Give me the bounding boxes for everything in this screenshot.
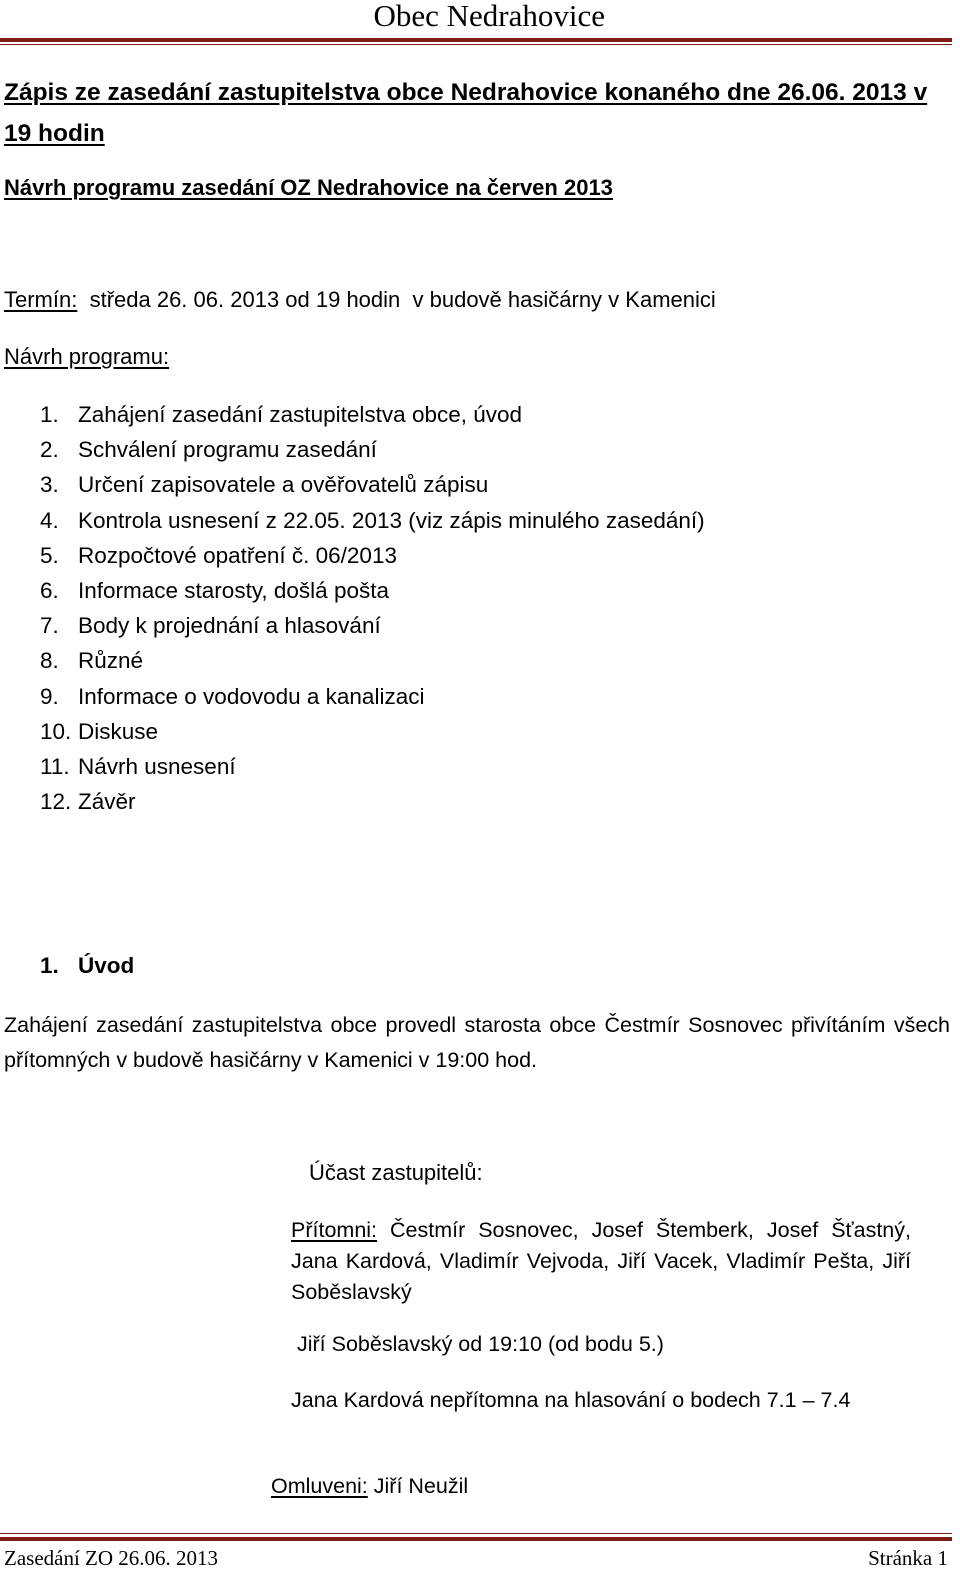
section-number: 1.	[40, 953, 59, 978]
agenda-item-number: 6.	[40, 578, 59, 604]
excused-line	[271, 1474, 468, 1499]
agenda-item-text: Určení zapisovatele a ověřovatelů zápisu	[78, 472, 489, 498]
agenda-item-number: 8.	[40, 648, 59, 674]
agenda-item	[40, 432, 705, 467]
agenda-item-number: 12.	[40, 789, 72, 815]
late-note: Jiří Soběslavský od 19:10 (od bodu 5.)	[297, 1332, 664, 1356]
agenda-item	[40, 714, 705, 749]
term-value: středa 26. 06. 2013 od 19 hodin v budově hasičárny v Kamenici	[77, 287, 716, 312]
absent-vote-note: Jana Kardová nepřítomna na hlasování o bodech 7.1 – 7.4	[291, 1388, 851, 1412]
agenda-item-text: Zahájení zasedání zastupitelstva obce, úvod	[78, 402, 523, 427]
agenda-item	[40, 784, 705, 819]
agenda-item-number: 3.	[40, 472, 59, 498]
agenda-item	[40, 749, 705, 784]
agenda-item-text: Rozpočtové opatření č. 06/2013	[78, 542, 397, 568]
agenda-item-text: Diskuse	[78, 718, 159, 744]
agenda-item-text: Závěr	[78, 789, 136, 815]
footer-rule-thick	[0, 1537, 952, 1541]
header-rule-thick	[0, 38, 952, 42]
term-line	[4, 287, 716, 313]
excused-names: Jiří Neužil	[367, 1474, 469, 1498]
agenda-item	[40, 643, 705, 678]
document-subtitle: Návrh programu zasedání OZ Nedrahovice na červen 2013	[4, 175, 613, 200]
agenda-item-text: Informace starosty, došlá pošta	[78, 578, 389, 604]
agenda-item-number: 4.	[40, 507, 59, 533]
agenda-item-number: 2.	[40, 437, 59, 463]
present-paragraph	[291, 1215, 911, 1308]
agenda-item	[40, 503, 705, 538]
footer-left-text: Zasedání ZO 26.06. 2013	[4, 1546, 219, 1570]
footer-rule-thin	[0, 1533, 952, 1534]
document-title: Zápis ze zasedání zastupitelstva obce Nedrahovice konaného dne 26.06. 2013 v 19 hodin	[4, 79, 928, 147]
header-rule-thin	[0, 44, 952, 45]
agenda-item-number: 1.	[40, 402, 59, 427]
section-heading	[40, 953, 134, 979]
agenda-item-text: Různé	[78, 648, 144, 674]
present-names: Čestmír Sosnovec, Josef Štemberk, Josef Šťastný, Jana Kardová, Vladimír Vejvoda, Jiří Vacek, Vladimír Pešta, Jiří Soběslavský	[291, 1218, 911, 1304]
footer-page-number: Stránka 1	[868, 1546, 948, 1570]
agenda-item-number: 10.	[40, 718, 72, 744]
agenda-item	[40, 467, 705, 502]
agenda-item-number: 5.	[40, 542, 59, 568]
agenda-item-text: Informace o vodovodu a kanalizaci	[78, 683, 425, 709]
attendance-heading: Účast zastupitelů:	[309, 1160, 483, 1185]
intro-paragraph: Zahájení zasedání zastupitelstva obce provedl starosta obce Čestmír Sosnovec přivítáním všech přítomných v budově hasičárny v Kamenici v 19:00 hod.	[4, 1013, 950, 1072]
agenda-item	[40, 573, 705, 608]
agenda-item-text: Kontrola usnesení z 22.05. 2013 (viz zápis minulého zasedání)	[78, 507, 705, 533]
agenda-item-number: 7.	[40, 613, 59, 639]
agenda-item	[40, 397, 705, 432]
agenda-item-text: Schválení programu zasedání	[78, 437, 377, 463]
agenda-item-text: Návrh usnesení	[78, 754, 236, 780]
agenda-item-number: 11.	[40, 754, 70, 780]
agenda-item	[40, 679, 705, 714]
agenda-item	[40, 538, 705, 573]
program-heading: Návrh programu:	[4, 344, 170, 369]
agenda-item-number: 9.	[40, 683, 59, 709]
agenda-item	[40, 608, 705, 643]
agenda-list	[40, 397, 705, 819]
header-title: Obec Nedrahovice	[373, 0, 605, 33]
term-label: Termín:	[4, 287, 78, 312]
section-title: Úvod	[78, 953, 135, 978]
present-label: Přítomni:	[291, 1218, 378, 1242]
agenda-item-text: Body k projednání a hlasování	[78, 613, 381, 639]
excused-label: Omluveni:	[271, 1474, 368, 1498]
